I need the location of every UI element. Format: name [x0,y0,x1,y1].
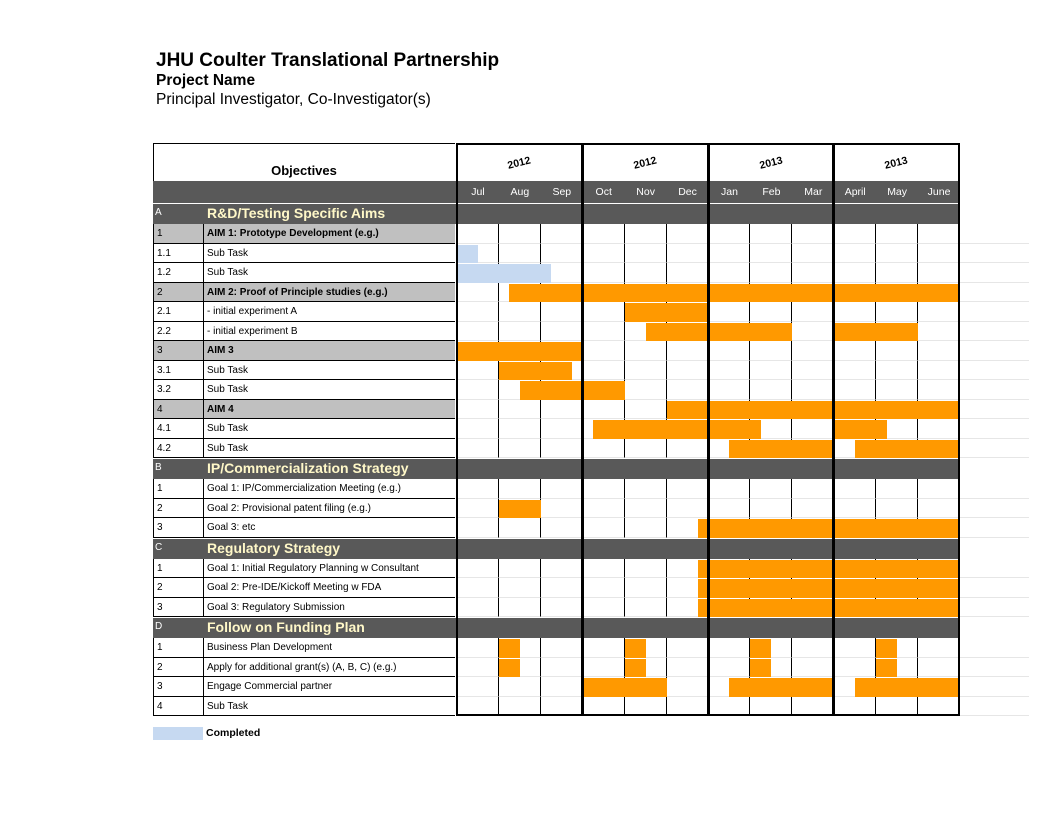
grid-line [960,379,1029,380]
month-dec: Dec [678,186,697,198]
grid-line [960,418,1029,419]
grid-line [960,457,1029,458]
task-label: Sub Task [204,439,455,459]
month-jan: Jan [720,186,738,198]
section-title: Follow on Funding Plan [207,619,365,635]
grid-line [960,243,1029,244]
quarter-border [582,143,709,716]
row-id: 3 [153,677,204,697]
grid-line [960,262,1029,263]
row-id: 1 [153,224,204,244]
row-id: 1 [153,559,204,579]
row-id: 2.2 [153,322,204,342]
month-oct: Oct [595,186,612,198]
row-id: 3.2 [153,380,204,400]
month-mar: Mar [804,186,823,198]
grid-line [960,657,1029,658]
year-label: 2013 [883,154,910,172]
task-label: Goal 1: IP/Commercialization Meeting (e.g.) [204,479,455,499]
task-label: Sub Task [204,263,455,283]
row-id: 2.1 [153,302,204,322]
month-june: June [927,186,951,198]
page-title: JHU Coulter Translational Partnership [156,50,500,71]
row-id: 4.1 [153,419,204,439]
section-title: IP/Commercialization Strategy [207,460,409,476]
row-id: 1 [153,479,204,499]
row-id: 1 [153,638,204,658]
task-label: Goal 2: Pre-IDE/Kickoff Meeting w FDA [204,578,455,598]
row-id: 4 [153,697,204,717]
row-id: 1.1 [153,244,204,264]
section-id: A [155,207,162,218]
task-label: Sub Task [204,419,455,439]
task-label: Goal 2: Provisional patent filing (e.g.) [204,499,455,519]
month-april: April [844,186,866,198]
aim-label: AIM 3 [204,341,455,361]
row-id: 4.2 [153,439,204,459]
task-label: - initial experiment B [204,322,455,342]
section-title: Regulatory Strategy [207,539,341,556]
row-id: 2 [153,578,204,598]
row-id: 3 [153,518,204,538]
table-bottom-border [153,715,455,716]
quarter-border [833,143,960,716]
grid-line [960,360,1029,361]
task-label: Goal 1: Initial Regulatory Planning w Consultant [204,559,455,579]
quarter-border [708,143,835,716]
month-nov: Nov [636,186,655,198]
aim-label: AIM 2: Proof of Principle studies (e.g.) [204,283,455,303]
task-label: Engage Commercial partner [204,677,455,697]
objectives-label: Objectives [271,163,337,178]
task-label: Goal 3: Regulatory Submission [204,598,455,618]
grid-line [960,340,1029,341]
aim-label: AIM 4 [204,400,455,420]
task-label: Goal 3: etc [204,518,455,538]
section-id: B [155,462,162,473]
task-label: Sub Task [204,697,455,717]
row-id: 2 [153,283,204,303]
grid-line [960,399,1029,400]
grid-line [960,537,1029,538]
grid-line [960,597,1029,598]
task-label: - initial experiment A [204,302,455,322]
aim-label: AIM 1: Prototype Development (e.g.) [204,224,455,244]
section-title: R&D/Testing Specific Aims [207,205,386,221]
month-may: May [887,186,908,198]
task-label: Business Plan Development [204,638,455,658]
row-id: 2 [153,499,204,519]
grid-line [960,438,1029,439]
grid-line [960,282,1029,283]
row-id: 3 [153,598,204,618]
month-sep: Sep [552,186,572,198]
row-id: 2 [153,658,204,678]
legend-label: Completed [206,727,261,739]
month-feb: Feb [762,186,781,198]
month-aug: Aug [510,186,530,198]
grid-line [960,577,1029,578]
row-id: 4 [153,400,204,420]
grid-line [960,616,1029,617]
year-label: 2012 [506,154,532,172]
task-label: Sub Task [204,244,455,264]
section-id: C [155,541,163,553]
section-id: D [155,621,163,632]
quarter-border [456,143,583,716]
row-id: 3.1 [153,361,204,381]
task-label: Sub Task [204,380,455,400]
grid-line [960,676,1029,677]
grid-line [960,321,1029,322]
grid-line [960,301,1029,302]
grid-line [960,498,1029,499]
year-label: 2013 [757,154,784,172]
grid-line [960,517,1029,518]
month-jul: Jul [471,186,485,198]
task-label: Apply for additional grant(s) (A, B, C) (e.g.) [204,658,455,678]
legend-swatch [153,727,203,740]
task-label: Sub Task [204,361,455,381]
grid-line [960,715,1029,716]
project-name: Project Name [156,72,256,89]
investigators: Principal Investigator, Co-Investigator(s) [156,91,431,108]
grid-line [960,696,1029,697]
row-id: 3 [153,341,204,361]
row-id: 1.2 [153,263,204,283]
year-label: 2012 [632,154,658,172]
